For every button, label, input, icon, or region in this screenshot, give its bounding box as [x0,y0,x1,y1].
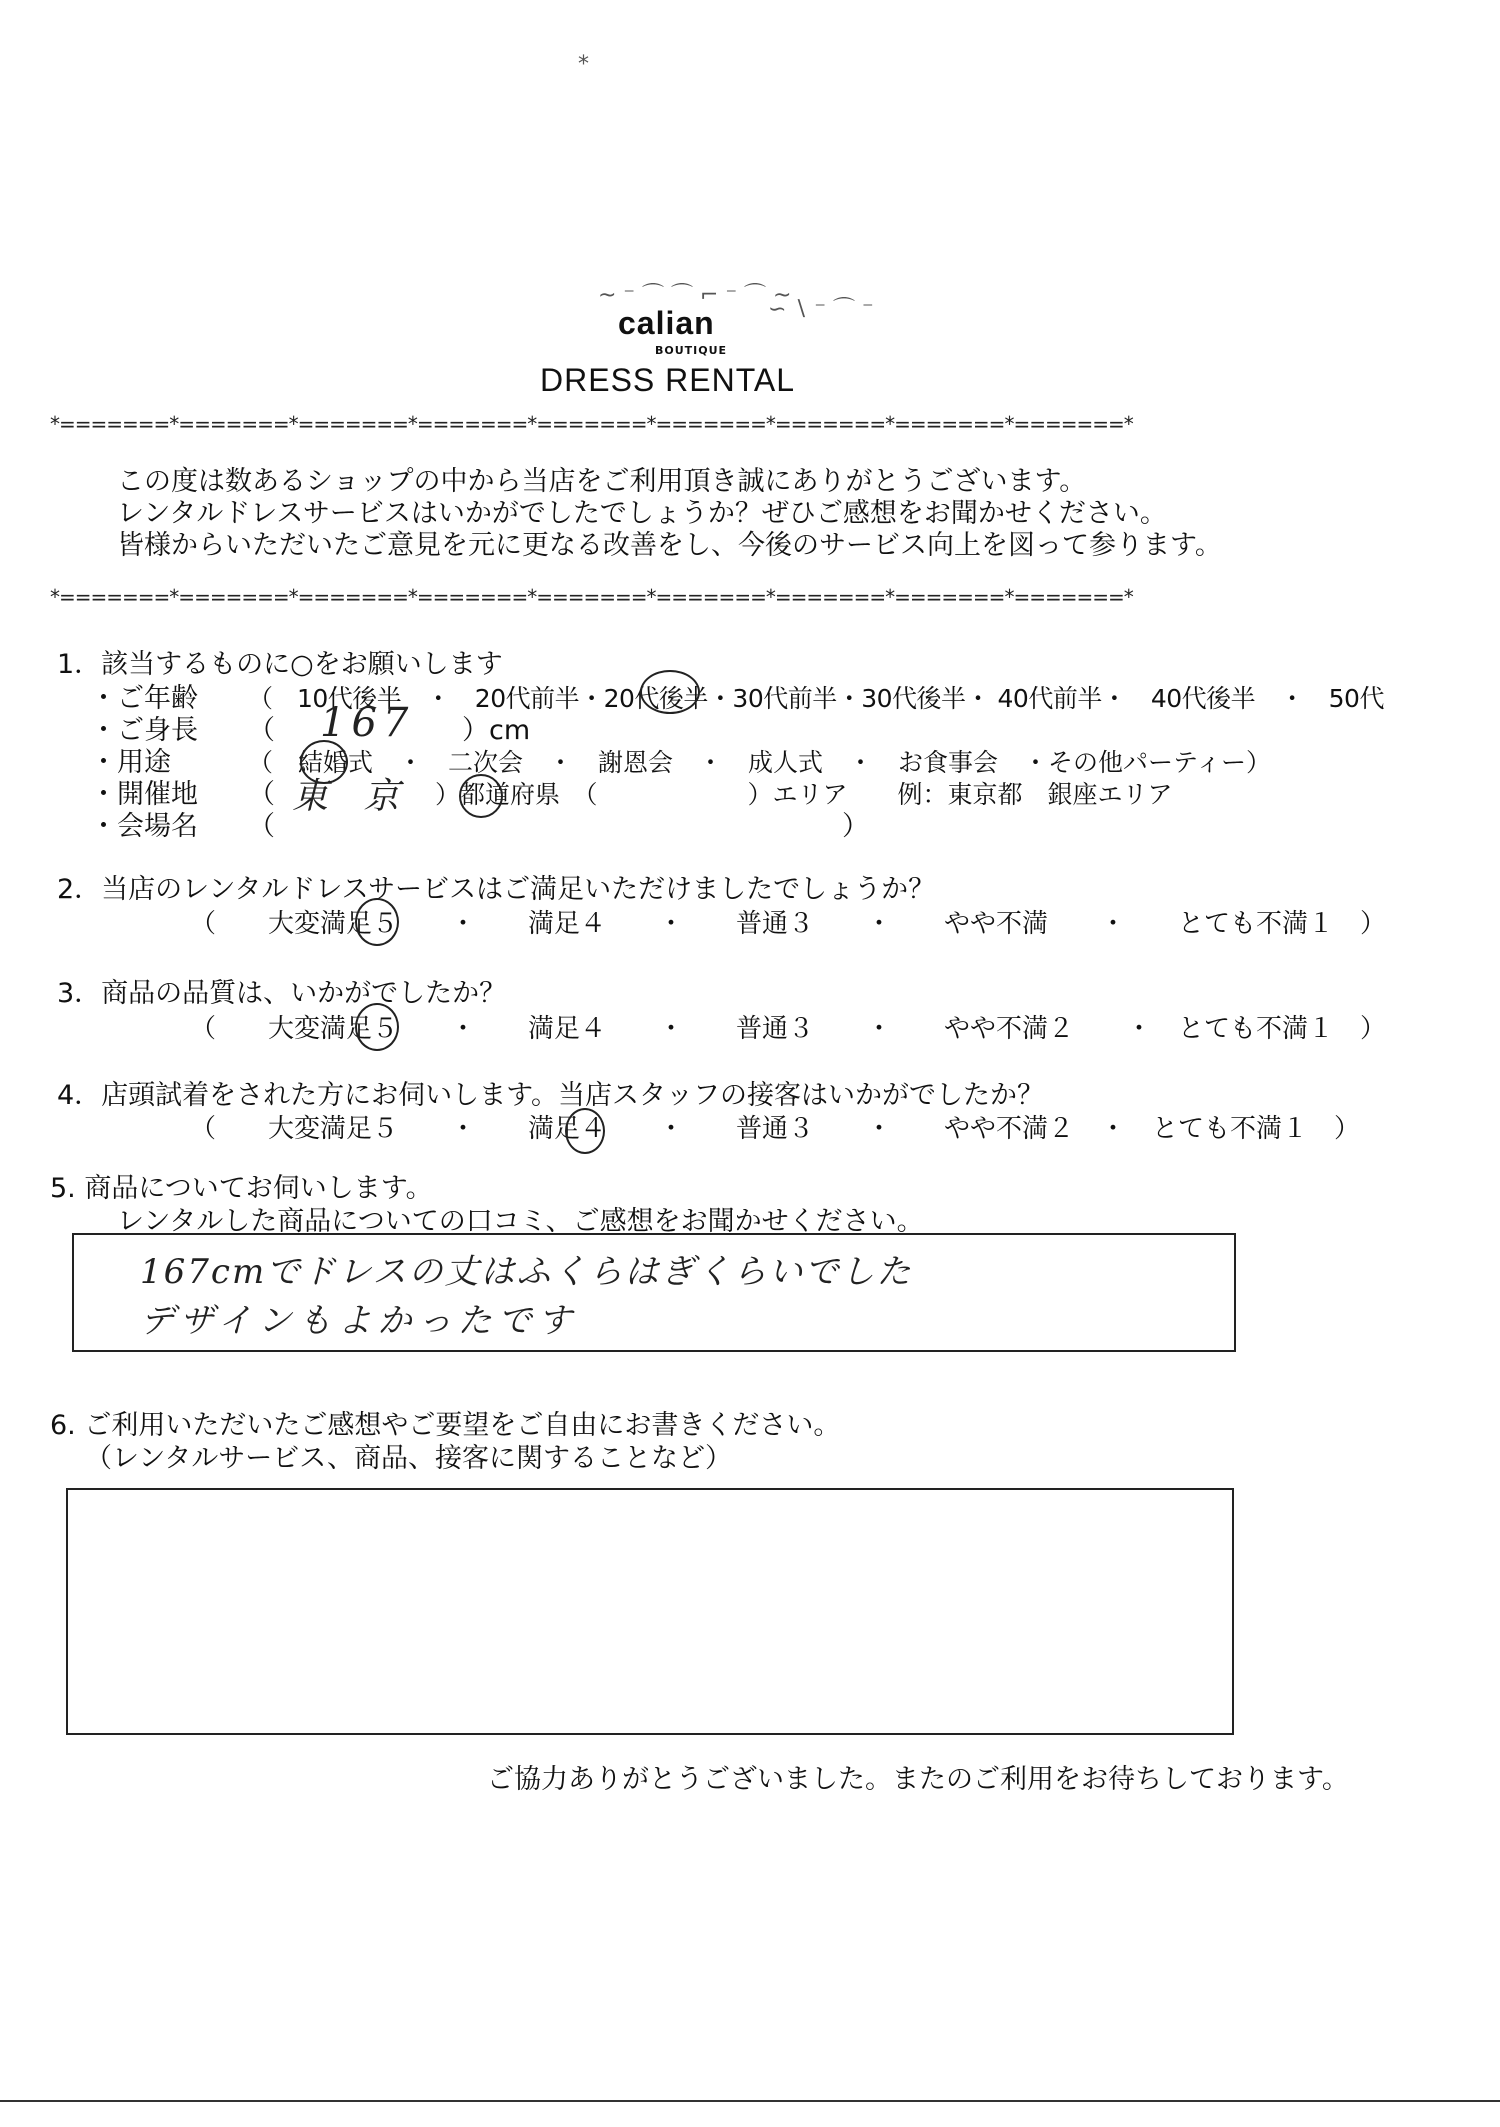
use-options: （ 結婚式 ・ 二次会 ・ 謝恩会 ・ 成人式 ・ お食事会 ・その他パーティー） [248,748,1272,777]
q6-answer-box [66,1488,1234,1735]
divider-top: *=======*=======*=======*=======*=======*=======*=======*=======*=======* [50,412,1133,436]
q5-answer-line-1: 167cmでドレスの丈はふくらはぎくらいでした [140,1252,913,1292]
q2-options: （ 大変満足５ ・ 満足４ ・ 普通３ ・ やや不満 ・ とても不満１ ） [190,909,1387,939]
hall-label: ・会場名 [90,811,198,842]
use-label: ・用途 [90,747,171,778]
brand-logo: calian [618,305,715,341]
q4-selection-circle [565,1108,605,1154]
q4-title: 4．店頭試着をされた方にお伺いします。当店スタッフの接客はいかがでしたか？ [57,1080,1045,1111]
venue-label: ・開催地 [90,779,198,810]
intro-line-3: 皆様からいただいたご意見を元に更なる改善をし、今後のサービス向上を図って参ります。 [117,530,1222,561]
q3-title: 3．商品の品質は、いかがでしたか？ [57,978,507,1009]
q3-selection-circle [355,1003,399,1051]
brand-logo-sub: BOUTIQUE [655,344,728,357]
q6-title: 6. ご利用いただいたご感想やご要望をご自由にお書きください。 [50,1410,841,1441]
page-title: DRESS RENTAL [540,362,796,398]
q2-title: 2．当店のレンタルドレスサービスはご満足いただけましたでしょうか？ [57,874,936,905]
intro-line-1: この度は数あるショップの中から当店をご利用頂き誠にありがとうございます。 [117,466,1087,497]
q5-subtitle: レンタルした商品についての口コミ、ご感想をお聞かせください。 [117,1206,924,1237]
bottom-edge-line [0,2100,1500,2102]
age-options: （ 10代後半 ・ 20代前半・20代後半・30代前半・30代後半・ 40代前半・ 40代後半 ・ 50代 [248,684,1384,713]
height-label: ・ご身長 [90,715,198,746]
q3-options: （ 大変満足５ ・ 満足４ ・ 普通３ ・ やや不満２ ・ とても不満１ ） [190,1014,1387,1044]
q1-title: 1．該当するものに○をお願いします [57,649,503,680]
q4-options: （ 大変満足５ ・ 満足４ ・ 普通３ ・ やや不満２ ・ とても不満１ ） [190,1114,1361,1144]
q5-answer-line-2: デザインもよかったです [140,1301,578,1341]
q5-title: 5. 商品についてお伺いします。 [50,1173,433,1204]
hall-field: （ ） [248,811,869,842]
stray-mark: ∽ ∖ ⁻ ⌒ ⁻ [768,297,874,322]
footer-thanks: ご協力ありがとうございました。またのご利用をお待ちしております。 [487,1764,1349,1795]
venue-open-paren: （ [248,779,275,810]
venue-prefecture: ）都道府県 （ ）エリア 例：東京都 銀座エリア [435,780,1173,809]
intro-line-2: レンタルドレスサービスはいかがでしたでしょうか？ぜひご感想をお聞かせください。 [117,498,1167,529]
q6-subtitle: （レンタルサービス、商品、接客に関することなど） [85,1443,733,1474]
height-open-paren: （ [248,715,275,746]
q2-selection-circle [355,898,399,946]
age-selection-circle [640,670,700,714]
height-unit: ）cm [462,715,531,746]
divider-bottom: *=======*=======*=======*=======*=======*=======*=======*=======*=======* [50,585,1133,609]
age-label: ・ご年齢 [90,683,198,714]
venue-value: 東 京 [292,776,412,817]
stray-mark: ~ ⁻ ⌒ ⌒ ⌐ ⁻ ⌒ ~ [598,283,792,308]
height-value: 167 [320,700,415,746]
stray-mark: * [578,52,589,77]
